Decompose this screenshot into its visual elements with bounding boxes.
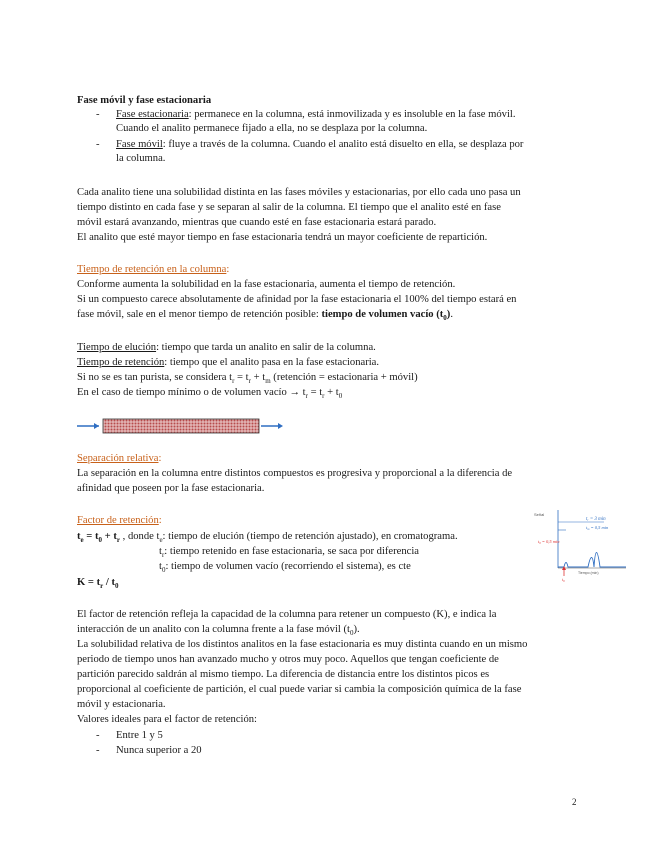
- def-fase-estacionaria: : permanece en la columna, está inmovilizada y es insoluble en la fase móvil.: [188, 109, 516, 120]
- factor-def-tr: $t_r$: tiempo retenido en fase estacionaria, se saca por diferencia: [159, 546, 420, 560]
- paragraph-line: La separación en la columna entre distintos compuestos es progresiva y proporcional a la diferencia de: [77, 468, 513, 479]
- paragraph-line: interacción de un analito con la columna frente a la fase móvil $(t_0)$.: [77, 624, 360, 638]
- paragraph-line: afinidad que poseen por la fase estacionaria.: [77, 483, 265, 494]
- paragraph-line: El factor de retención refleja la capacidad de la columna para retener un compuesto (K), e indica la: [77, 609, 497, 620]
- t0-label: $t_0 = 0,5$ min: [538, 539, 560, 545]
- paragraph-line: Cada analito tiene una solubilidad distinta en las fases móviles y estacionarias, por ello cada uno pasa un: [77, 187, 521, 198]
- bullet-line: Cuando el analito permanece fijado a ella, no se desplaza por la columna.: [116, 123, 428, 134]
- paragraph-line: periodo de tiempo unos han avanzado mucho y otros muy poco. Aquellos que tengan coeficiente de: [77, 654, 499, 665]
- formula-line: Si no se es tan purista, se considera $t_r = t_r + t_m$ (retención = estacionaria + móvil): [77, 372, 418, 386]
- tr-label: $t_r = 3$ min: [586, 517, 606, 522]
- bullet-line: la columna.: [116, 153, 166, 164]
- chromatogram-figure: [530, 508, 630, 583]
- retention-heading: Tiempo de retención en la columna:: [77, 264, 230, 275]
- paragraph-line: Si un compuesto carece absolutamente de afinidad por la fase estacionaria el 100% del tiempo estará en: [77, 294, 517, 305]
- retention-def: Tiempo de retención: tiempo que el analito pasa en la fase estacionaria.: [77, 357, 380, 368]
- list-item: Entre 1 y 5: [116, 730, 163, 741]
- arrow-head-icon: [94, 423, 99, 429]
- term-fase-estacionaria: Fase estacionaria: [116, 109, 189, 120]
- page-number: 2: [572, 797, 577, 807]
- paragraph-line: partición parecido saldrán al mismo tiempo. La diferencia de distancia entre los distintos picos es: [77, 669, 490, 680]
- t0-marker-label: $t_0$: [562, 577, 565, 583]
- paragraph-line: El analito que esté mayor tiempo en fase estacionaria tendrá un mayor coeficiente de repartición.: [77, 232, 488, 243]
- factor-equation: $t_e = t_0 + t_r$ , donde $t_e$: tiempo de elución (tiempo de retención ajustado), en cromatograma.: [77, 531, 458, 545]
- separation-heading: Separación relativa:: [77, 453, 162, 464]
- x-axis-label: Tiempo (min): [578, 571, 599, 575]
- elution-def: Tiempo de elución: tiempo que tarda un analito en salir de la columna.: [77, 342, 376, 353]
- factor-def-t0: $t_0$: tiempo de volumen vacío (recorriendo el sistema), es cte: [159, 561, 411, 575]
- bullet-dash: -: [96, 730, 100, 741]
- paragraph-line: Valores ideales para el factor de retención:: [77, 714, 257, 725]
- arrow-head-icon: [278, 423, 283, 429]
- term-fase-movil: Fase móvil: [116, 139, 163, 150]
- bullet-dash: -: [96, 745, 100, 756]
- k-formula: $K = t_r / t_0$: [77, 577, 119, 591]
- paragraph-line: fase móvil, sale en el menor tiempo de retención posible: tiempo de volumen vacío $(t_0)$.: [77, 309, 453, 323]
- bullet-dash: -: [96, 109, 100, 120]
- list-item: Nunca superior a 20: [116, 745, 202, 756]
- paragraph-line: La solubilidad relativa de los distintos analitos en la fase estacionaria es muy distinta cuando en un mismo: [77, 639, 528, 650]
- paragraph-line: móvil estará avanzando, mientras que cuando esté en fase estacionaria estará parado.: [77, 217, 437, 228]
- bullet-fase-estacionaria: [116, 108, 515, 122]
- formula-line: En el caso de tiempo mínimo o de volumen vacío → $t_r = t_r + t_0$: [77, 387, 343, 401]
- tm-label: $t_m = 0,5$ min: [586, 525, 609, 531]
- column-illustration: [77, 416, 287, 436]
- column-body: [103, 419, 259, 433]
- paragraph-line: proporcional al coeficiente de partición, el cual puede variar si cambia la composición química de la fase: [77, 684, 522, 695]
- y-axis-label: Señal: [534, 512, 545, 517]
- chromatogram-trace: [558, 553, 626, 568]
- section-heading-fases: Fase móvil y fase estacionaria: [77, 95, 212, 106]
- factor-heading: Factor de retención:: [77, 515, 162, 526]
- bullet-fase-movil: [116, 138, 523, 152]
- paragraph-line: tiempo distinto en cada fase y se separan al salir de la columna. El tiempo que el analito esté en fase: [77, 202, 501, 213]
- bullet-dash: -: [96, 139, 100, 150]
- paragraph-line: móvil y estacionaria.: [77, 699, 166, 710]
- paragraph-line: Conforme aumenta la solubilidad en la fase estacionaria, aumenta el tiempo de retención.: [77, 279, 456, 290]
- def-fase-movil: : fluye a través de la columna. Cuando el analito está disuelto en ella, se desplaza por: [162, 139, 524, 150]
